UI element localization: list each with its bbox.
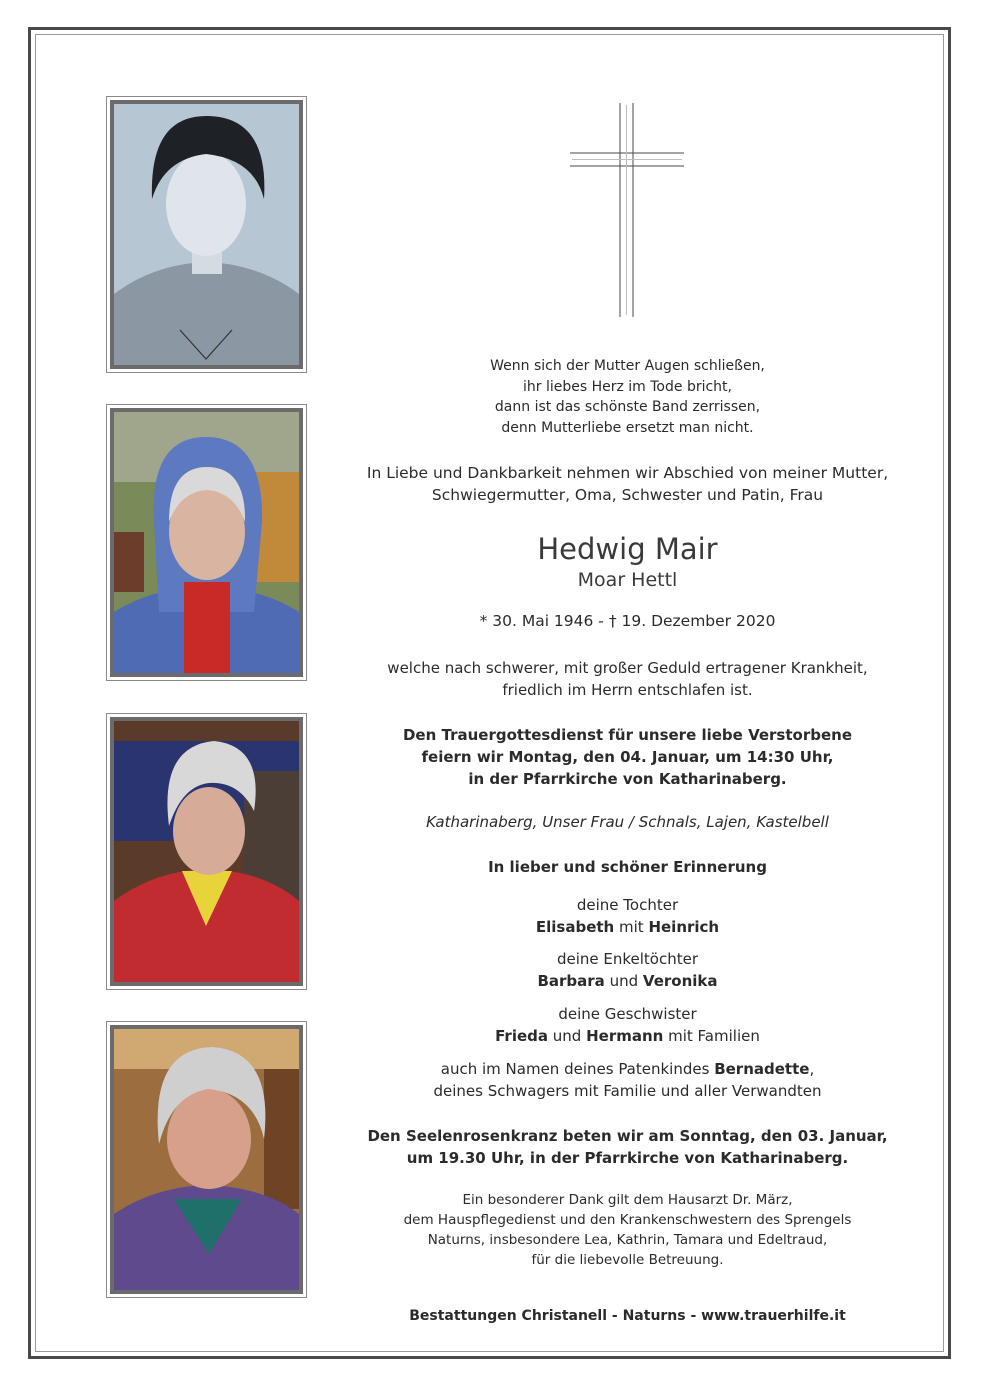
cross-icon: [570, 103, 684, 317]
grandchild-1: Barbara: [537, 972, 605, 990]
grandchildren: [340, 948, 915, 992]
memory-heading: In lieber und schöner Erinnerung: [488, 858, 767, 876]
grand-and: und: [609, 972, 639, 990]
service-line: in der Pfarrkirche von Katharinaberg.: [468, 770, 787, 788]
godchild-line: [340, 1058, 915, 1080]
deceased-name: Hedwig Mair: [537, 532, 718, 566]
thanks-line: Naturns, insbesondere Lea, Kathrin, Tamara und Edeltraud,: [427, 1232, 828, 1248]
thanks: [340, 1190, 915, 1270]
deceased-alias: Moar Hettl: [577, 569, 678, 591]
poem-line: dann ist das schönste Band zerrissen,: [494, 399, 761, 415]
thanks-line: für die liebevolle Betreuung.: [531, 1252, 724, 1268]
service-line: Den Trauergottesdienst für unsere liebe Verstorbene: [402, 726, 852, 744]
footer-undertaker: Bestattungen Christanell - Naturns - www.trauerhilfe.it: [409, 1308, 846, 1324]
grand-label: deine Enkeltöchter: [556, 950, 699, 968]
rosary-line: Den Seelenrosenkranz beten wir am Sonntag, den 03. Januar,: [367, 1127, 888, 1145]
siblings-suffix: mit Familien: [668, 1027, 760, 1045]
mourners: [340, 894, 915, 938]
thanks-line: Ein besonderer Dank gilt dem Hausarzt Dr. März,: [462, 1192, 793, 1208]
sibling-2: Hermann: [586, 1027, 664, 1045]
poem-line: Wenn sich der Mutter Augen schließen,: [490, 358, 765, 374]
portrait-photo-3: [106, 713, 307, 990]
godchild-and-relatives: [340, 1058, 915, 1102]
daughter-partner: Heinrich: [648, 918, 720, 936]
daughter-name: Elisabeth: [535, 918, 615, 936]
deceased-block: [340, 531, 915, 593]
intro-line: Schwiegermutter, Oma, Schwester und Patin, Frau: [431, 486, 824, 504]
godchild-suffix: ,: [809, 1060, 815, 1078]
sibling-1: Frieda: [495, 1027, 548, 1045]
relatives-line: deines Schwagers mit Familie und aller Verwandten: [433, 1082, 822, 1100]
godchild-prefix: auch im Namen deines Patenkindes: [440, 1060, 710, 1078]
life-dates: * 30. Mai 1946 - † 19. Dezember 2020: [479, 612, 776, 630]
siblings-line: [340, 1025, 915, 1047]
daughter-label: deine Tochter: [576, 896, 679, 914]
poem-line: ihr liebes Herz im Tode bricht,: [522, 378, 732, 395]
thanks-line: dem Hauspflegedienst und den Krankenschwestern des Sprengels: [403, 1212, 852, 1228]
godchild-name: Bernadette: [714, 1060, 810, 1078]
siblings-and: und: [552, 1027, 582, 1045]
rosary: [340, 1125, 915, 1169]
passing-text: [340, 657, 915, 701]
grandchild-2: Veronika: [642, 972, 718, 990]
service-line: feiern wir Montag, den 04. Januar, um 14:30 Uhr,: [421, 748, 834, 766]
passing-line: welche nach schwerer, mit großer Geduld ertragener Krankheit,: [387, 659, 868, 677]
intro-line: In Liebe und Dankbarkeit nehmen wir Abschied von meiner Mutter,: [366, 464, 889, 482]
places: Katharinaberg, Unser Frau / Schnals, Lajen, Kastelbell: [426, 813, 829, 831]
daughter-with: mit: [619, 918, 644, 936]
siblings: [340, 1003, 915, 1047]
grand-line: [340, 970, 915, 992]
portrait-photo-1: [106, 96, 307, 373]
poem: [340, 356, 915, 438]
passing-line: friedlich im Herrn entschlafen ist.: [502, 681, 753, 699]
siblings-label: deine Geschwister: [558, 1005, 697, 1023]
daughter-line: [340, 916, 915, 938]
rosary-line: um 19.30 Uhr, in der Pfarrkirche von Katharinaberg.: [406, 1149, 849, 1167]
portrait-photo-2: [106, 404, 307, 681]
portrait-photo-4: [106, 1021, 307, 1298]
intro: [340, 462, 915, 506]
funeral-service: [340, 724, 915, 790]
poem-line: denn Mutterliebe ersetzt man nicht.: [501, 419, 754, 436]
